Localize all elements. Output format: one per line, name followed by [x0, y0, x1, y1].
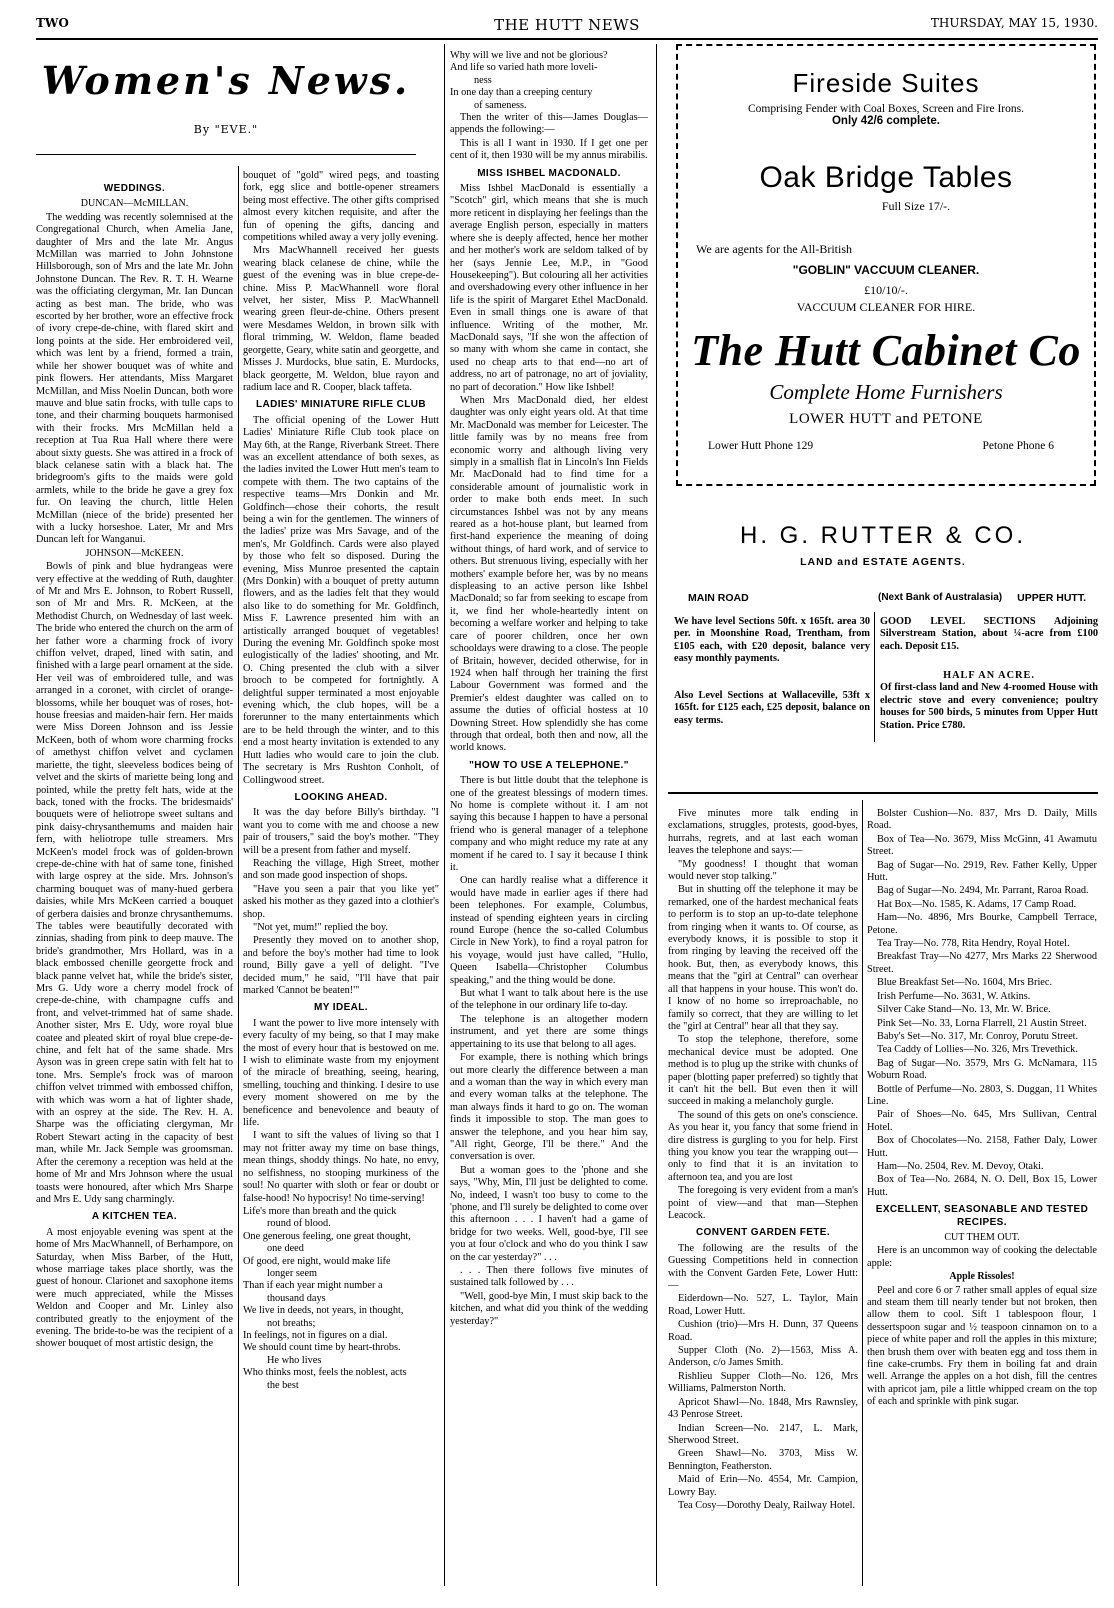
- column-rule: [656, 44, 657, 1586]
- fete-result-item: Ham—No. 4896, Mrs Bourke, Campbell Terrace, Petone.: [867, 912, 1097, 936]
- ad-agents-line: We are agents for the All-British: [696, 242, 852, 256]
- article-paragraph: It was the day before Billy's birthday. "I want you to come with me and choose a new pair of trousers," said the boy's mother. "They will be a present from father and myself.: [243, 807, 439, 856]
- poem-line: one deed: [267, 1243, 304, 1255]
- heading-duncan-mcmillan: DUNCAN—McMILLAN.: [80, 198, 189, 210]
- ad-main-road: MAIN ROAD: [688, 592, 749, 604]
- issue-date: THURSDAY, MAY 15, 1930.: [930, 16, 1098, 30]
- article-paragraph: "Not yet, mum!" replied the boy.: [253, 921, 388, 933]
- ad-locations: LOWER HUTT and PETONE: [789, 411, 983, 427]
- fete-result-item: Bolster Cushion—No. 837, Mrs D. Daily, Mills Road.: [867, 808, 1097, 832]
- ad-rutter-name: H. G. RUTTER & CO.: [739, 522, 1026, 549]
- ad-rule: [668, 792, 1098, 794]
- article-paragraph: Reaching the village, High Street, mother and son made good inspection of shops.: [243, 857, 439, 882]
- heading-weddings: WEDDINGS.: [103, 183, 166, 194]
- ad-next-bank: (Next Bank of Australasia): [878, 592, 1003, 603]
- poem-line: In one day than a creeping century: [450, 87, 593, 99]
- article-paragraph: Then the writer of this—James Douglas—appends the following:—: [450, 112, 648, 136]
- article-paragraph: The following are the results of the Guessing Competitions held in connection with the Convent Garden Fete, Lower Hutt:—: [668, 1242, 858, 1292]
- article-paragraph: "My goodness! I thought that woman would never stop talking.": [668, 858, 858, 883]
- fete-result-item: Box of Tea—No. 2684, N. O. Dell, Box 15, Lower Hutt.: [867, 1174, 1097, 1198]
- poem-line: longer seem: [267, 1267, 318, 1279]
- fete-result-item: Tea Cosy—Dorothy Dealy, Railway Hotel.: [678, 1499, 856, 1511]
- article-paragraph: "Well, good-bye Min, I must skip back to the kitchen, and what did you think of the wedding yesterday?": [450, 1290, 648, 1327]
- ad-goblin-price: £10/10/-.: [864, 283, 908, 297]
- masthead-rule: [36, 38, 1098, 40]
- ad-half-acre-title: HALF AN ACRE.: [943, 670, 1035, 681]
- hutt-cabinet-advertisement: [676, 44, 1096, 486]
- fete-result-item: Bag of Sugar—No. 2494, Mr. Parrant, Raroa Road.: [877, 885, 1089, 897]
- ad-listing: GOOD LEVEL SECTIONS Adjoining Silverstream Station, about ¼-acre from £100 each. Deposit £15.: [880, 616, 1098, 652]
- heading-looking-ahead: LOOKING AHEAD.: [294, 791, 388, 803]
- article-paragraph: A most enjoyable evening was spent at the home of Mrs MacWhannell, of Berhampore, on Saturday, when Miss Barber, of the Hutt, whose marriage takes place shortly, was the guest of honour. Clarionet and saxophone items were much appreciated, while the Misses Weldon and Cooper and Mr. Linley also contributed greatly to the enjoyment of the evening. The bride-to-be was the recipient of a shower bouquet of most artistic design, the: [36, 1226, 233, 1350]
- poem-line: ness: [474, 74, 492, 86]
- rutter-advertisement: [668, 520, 1098, 788]
- heading-ishbel-macdonald: MISS ISHBEL MACDONALD.: [477, 167, 621, 179]
- poem-line: of sameness.: [474, 99, 527, 111]
- ad-oak-bridge-tables: Oak Bridge Tables: [759, 161, 1013, 194]
- poem-line: the best: [267, 1379, 299, 1391]
- article-paragraph: Mrs MacWhannell received her guests wearing black celanese de chine, while the guest of the evening was in blue crepe-de-chine. Miss P. MacWhannell wore floral velvet, her sister, Miss P. MacWhannell wearing green fleur-de-chine. Others present were Mesdames Weldon, in brown silk with floral trimming, W. Weldon, flame beaded georgette, Geary, white satin and georgette, and Misses J. Murdocks, blue satin, E. Murdocks, black georgette, M. Weldon, blue rayon and radium lace and R. Cooper, black taffeta.: [243, 245, 439, 393]
- fete-result-item: Bottle of Perfume—No. 2803, S. Duggan, 11 Whites Line.: [867, 1083, 1097, 1107]
- poem-line: In feelings, not in figures on a dial.: [243, 1329, 388, 1341]
- fete-result-item: Maid of Erin—No. 4554, Mr. Campion, Lowry Bay.: [668, 1474, 858, 1498]
- poem-line: One generous feeling, one great thought,: [243, 1230, 411, 1242]
- fete-result-item: Rishlieu Supper Cloth—No. 126, Mrs Williams, Palmerston North.: [668, 1370, 858, 1395]
- column-4: [668, 808, 858, 1588]
- article-paragraph: "Have you seen a pair that you like yet" asked his mother as they gazed into a clothier's shop.: [243, 883, 439, 920]
- poem-line: We should count time by heart-throbs.: [243, 1342, 401, 1354]
- poem-line: Life's more than breath and the quick: [243, 1205, 397, 1217]
- heading-telephone: "HOW TO USE A TELEPHONE.": [469, 759, 629, 771]
- column-rule: [862, 800, 863, 1586]
- fete-result-item: Apricot Shawl—No. 1848, Mrs Rawnsley, 43 Penrose Street.: [668, 1396, 858, 1421]
- ad-listing: We have level Sections 50ft. x 165ft. area 30 per. in Moonshine Road, Trentham, from £105 each, with £20 deposit, balance very easy monthly payments.: [674, 616, 870, 665]
- fete-result-item: Eiderdown—No. 527, L. Taylor, Main Road, Lower Hutt.: [668, 1293, 858, 1317]
- fete-results: [668, 1293, 858, 1512]
- ad-listing: Also Level Sections at Wallaceville, 53ft x 165ft. for £125 each, £25 deposit, balance on easy terms.: [674, 690, 870, 726]
- fete-result-item: Green Shawl—No. 3703, Miss W. Bennington, Featherston.: [668, 1448, 858, 1472]
- fete-result-item: Pair of Shoes—No. 645, Mrs Sullivan, Central Hotel.: [867, 1109, 1097, 1133]
- fete-results: [867, 808, 1097, 1199]
- article-paragraph: . . . Then there follows five minutes of sustained talk followed by . . .: [450, 1265, 648, 1289]
- article-paragraph: This is all I want in 1930. If I get one per cent of it, then 1930 will be my annus mirabilis.: [450, 137, 648, 162]
- heading-apple-rissoles: Apple Rissoles!: [949, 1271, 1015, 1283]
- article-paragraph: There is but little doubt that the telephone is one of the greatest blessings of modern times. No home is complete without it. I am not saying this because I happen to have a personal friend who is general manager of a telephone company and who might reduce my rate at any moment if he cared to. I say it because I think it.: [450, 775, 648, 873]
- fete-result-item: Box of Chocolates—No. 2158, Father Daly, Lower Hutt.: [867, 1135, 1097, 1159]
- ad-fireside-price: Only 42/6 complete.: [831, 115, 940, 127]
- article-paragraph: Bowls of pink and blue hydrangeas were very effective at the wedding of Ruth, daughter of Mr and Mrs E. Johnson, to Robert Russell, son of Mr and Mrs. R. McKeen, at the Methodist Church, on Wednesday of last week. The bride who entered the church on the arm of her father wore a charming frock of ivory chiffon velvet, draped, lined with satin, and finished with a large pearl ornament at the side. Her veil was of embroidered tulle, and was arranged in a coronet, with circlet of orange-blossoms, while her bouquet was of roses, hot-house freesias and maiden-hair fern. Her maids were Miss Doreen Johnson and iss Jessie McKeen, both of whom wore charming frocks of amethyst chiffon velvet and cyclamen mariette, the tight, sleeveless bodices being of velvet and the skirts of mariette being long and pointed, while the pretty felt hats, wide at the back, toned with the frocks. The bridesmaids' bouquets were of heliotrope sweet sultans and pink daisy-chrysanthemums and maiden hair fern, with heliotrope tulle streamers. Mrs McKeen's model frock was of golden-brown crepe-de-chine with hat of same tone, finished with large osprey at the side. Mrs. Johnson's charming bouquet was of many-hued gerbera daisies, while Mrs McKeen carried a bouquet of gerbera daisies and bronze chrysanthemums. The tables were beautifully decorated with zinnias, shading from pink to deep mauve. The bride's grandmother, Mrs Hollard, was in a black embossed chenille georgette frock and black panne velvet hat, while the bride's sister, Mrs G. Udy wore a cherry model frock of crepe-de-chine, with champagne cuffs and front, and velvet-trimmed hat of same shade. Another sister, Mrs E. Udy, wore royal blue coatee and pleated skirt of royal blue crepe-de-chine, and felt hat of the same shade. Mrs Ayson was in green crepe satin with felt hat to tone. Mrs. Semple's frock was of maroon chiffon velvet trimmed with embossed chiffon, with which was worn a hat of lighter shade, with an osprey at the side. The Rev. H. A. Sharpe was the officiating clergyman, Mr Robert Stewart acting in the capacity of best man, while Mr. Jack Semple was groomsman. After the ceremony a reception was held at the home of Mr and Mrs Johnson where the usual toasts were honoured, after which Mrs Sharpe and Mrs E. Udy sang charmingly.: [36, 561, 233, 1205]
- poem-line: round of blood.: [267, 1218, 331, 1230]
- fete-result-item: Pink Set—No. 33, Lorna Flarrell, 21 Austin Street.: [877, 1017, 1087, 1029]
- article-paragraph: Peel and core 6 or 7 rather small apples of equal size and steam them till nearly tender but not broken, then allow them to cool. Sift 1 tablespoon flour, 1 dessertspoon sugar and ½ teaspoon cinnamon on to a piece of white paper and roll the apples in this mixture; then brush them over with beaten egg and toss them in fine cake-crumbs. Fry them in boiling fat and drain well. Arrange the apples on a hot dish, fill the centres with apricot jam, pile a little whipped cream on the top of each and sprinkle with pink sugar.: [867, 1284, 1097, 1408]
- fete-result-item: Indian Screen—No. 2147, L. Mark, Sherwood Street.: [668, 1422, 858, 1446]
- poem-line: Who thinks most, feels the noblest, acts: [243, 1367, 407, 1379]
- article-paragraph: bouquet of "gold" wired pegs, and toasting fork, egg slice and bottle-opener streamers being most effective. The other gifts comprised almost every kitchen requisite, and after the fun of opening the gifts, dancing and competitions whiled away a very jolly evening.: [243, 170, 439, 244]
- ad-company-name: The Hutt Cabinet Co: [691, 326, 1081, 375]
- fete-result-item: Bag of Sugar—No. 2919, Rev. Father Kelly, Upper Hutt.: [867, 859, 1097, 884]
- column-rule: [444, 44, 445, 1586]
- ad-phone-lower-hutt: Lower Hutt Phone 129: [708, 440, 814, 452]
- article-paragraph: Here is an uncommon way of cooking the delectable apple:: [867, 1245, 1097, 1269]
- poem-line: thousand days: [267, 1292, 326, 1304]
- ad-furnishers: Complete Home Furnishers: [769, 380, 1003, 404]
- poem: [450, 50, 648, 112]
- fete-result-item: Blue Breakfast Set—No. 1604, Mrs Briec.: [877, 977, 1053, 989]
- womens-news-title: Women's News.: [41, 58, 411, 103]
- article-paragraph: The sound of this gets on one's conscience. As you hear it, you fancy that some friend in dire distress is gurgling to you for help. First thing you know you tear the wrapping out—only to find that it is an invitation to afternoon tea, and you are lost: [668, 1109, 858, 1183]
- ad-rutter-agents: LAND and ESTATE AGENTS.: [800, 556, 966, 568]
- heading-my-ideal: MY IDEAL.: [314, 1002, 368, 1014]
- article-paragraph: But what I want to talk about here is the use of the telephone in our ordinary life to-day.: [450, 988, 648, 1012]
- fete-result-item: Silver Cake Stand—No. 13, Mr. W. Brice.: [877, 1004, 1051, 1016]
- poem-line: not breaths;: [267, 1317, 316, 1329]
- article-paragraph: But in shutting off the telephone it may be remarked, one of the hardest mechanical feats to perform is to stop an up-to-date telephone from ringing when it wants to. Of course, as everybody knows, it is possible to stop it from ringing by leaving the received off the hook. But, then, as everybody knows, this means that the "girl at Central" can overhear all that happens in your house. This won't do. I know of no home so irreproachable, no family so correct, that they are willing to let the "girl at Central" hear all that they say.: [668, 884, 858, 1032]
- byline: By "EVE.": [193, 123, 259, 136]
- column-5: [867, 808, 1097, 1588]
- column-2: [243, 170, 439, 1588]
- poem: [243, 1206, 439, 1392]
- ad-divider: [874, 612, 875, 742]
- article-paragraph: Miss Ishbel MacDonald is essentially a "Scotch" girl, which means that she is much more reticent in displaying her feelings than the average English person, especially in matters where she is deeply affected, hence her mother and her mother's work are seldom talked of by her (says Jennie Lee, M.P., in "Good Housekeeping"). But colouring all her activities and overshadowing every other influence in her life is the spirit of Margaret Ethel MacDonald. Even in small things one is aware of that influence. Writing of the mother, Mr. MacDonald says, "If she won the affection of so many with whom she came in contact, she used no cheap arts to that end—no art of address, no art of patronage, no art of joviality, no part of decoration." How like Ishbel!: [450, 183, 648, 393]
- newspaper-title: THE HUTT NEWS: [494, 16, 640, 34]
- ad-listing: [880, 670, 1098, 732]
- fete-result-item: Bag of Sugar—No. 3579, Mrs G. McNamara, 115 Woburn Road.: [867, 1057, 1097, 1082]
- article-paragraph: Presently they moved on to another shop, and before the boy's mother had time to look round, Billy gave a yell of delight. "I've decided mum," he said, "I'll have that pair marked 'Cannot be beaten!'": [243, 935, 439, 996]
- poem-line: And life so varied hath more loveli-: [450, 62, 598, 74]
- article-paragraph: The telephone is an altogether modern instrument, and yet there are some things appertaining to its use that belong to all ages.: [450, 1013, 648, 1050]
- column-3: [450, 50, 648, 1588]
- article-paragraph: One can hardly realise what a difference it would have made in earlier ages if there had been telephones. For example, Columbus, instead of spending eighteen years in circling round Europe (hence the so-called Columbus Circle in New York), to find a royal patron for his voyage, would just have called, "Hullo, Queen Isabella—Christopher Columbus speaking," and the thing would be done.: [450, 875, 648, 986]
- article-paragraph: The wedding was recently solemnised at the Congregational Church, when Amelia Jane, daughter of Mrs and the late Mr. Angus McMillan was married to John Johnstone Hillsborough, son of Mrs and the late Mr. John Johnstone Duncan. The Rev. R. T. H. Wearne was the officiating clergyman, Mr. Ian Duncan acting as best man. The bride, who was escorted by her brother, wore an effective frock of ivory crepe-de-chine, with flared skirt and long points at the side. Her embroidered veil, which was lent by a friend, formed a train, while her shower bouquet was of white and pink flowers. Her attendants, Miss Margaret McMillan, and Miss Noelin Duncan, both wore mauve and blue satin frocks, with tulle caps to tone, and their charming bouquets harmonised with their frocks. Mrs McMillan held a reception at Tua Rua Hall where there were about sixty guests. She was attired in a frock of black celanese satin with a black hat. The bridegroom's gifts to the maids were gold armlets, while to the bride he gave a grey fox fur. On leaving the church, little Helen McMillan (niece of the bride) presented her with a lucky horseshoe. Later, Mr and Mrs Duncan left for Wanganui.: [36, 211, 233, 546]
- poem-line: We live in deeds, not years, in thought,: [243, 1305, 404, 1317]
- fete-result-item: Tea Caddy of Lollies—No. 326, Mrs Trevethick.: [877, 1044, 1078, 1056]
- article-paragraph: For example, there is nothing which brings out more clearly the difference between a man and a woman than the way in which every man and every woman talks at the telephone. The man always finds it hard to go on. The woman finds it impossible to stop. The man goes to answer the telephone, and you hear him say, "All right, George, I'll be there." And the conversation is over.: [450, 1052, 648, 1163]
- fete-result-item: Ham—No. 2504, Rev. M. Devoy, Otaki.: [877, 1160, 1044, 1172]
- article-paragraph: Five minutes more talk ending in exclamations, struggles, protests, good-byes, hurrahs, regrets, and at last each woman leaves the telephone and says:—: [668, 808, 858, 857]
- fete-result-item: Tea Tray—No. 778, Rita Hendry, Royal Hotel.: [877, 938, 1070, 950]
- heading-cut-out: CUT THEM OUT.: [944, 1232, 1020, 1243]
- fete-result-item: Cushion (trio)—Mrs H. Dunn, 37 Queens Road.: [668, 1319, 858, 1343]
- ad-fireside-suites: Fireside Suites: [792, 68, 980, 98]
- ad-upper-hutt: UPPER HUTT.: [1017, 592, 1086, 604]
- article-paragraph: I want to sift the values of living so that I may not fritter away my time on base things, mean things, shoddy things. No hate, no envy, no selfishness, no stooping murkiness of the soul! No quarter with sloth or fear or doubt or false-hood! No hypocrisy! No time-serving!: [243, 1130, 439, 1204]
- poem-line: Why will we live and not be glorious?: [450, 50, 608, 61]
- column-rule: [238, 166, 239, 1586]
- poem-line: He who lives: [267, 1354, 322, 1366]
- fete-result-item: Supper Cloth (No. 2)—1563, Miss A. Anderson, c/o James Smith.: [668, 1345, 858, 1369]
- heading-recipes: EXCELLENT, SEASONABLE AND TESTED RECIPES.: [875, 1204, 1089, 1228]
- poem-line: Of good, ere night, would make life: [243, 1255, 391, 1267]
- fete-result-item: Box of Tea—No. 3679, Miss McGinn, 41 Awamutu Street.: [867, 833, 1097, 858]
- article-paragraph: The foregoing is very evident from a man's point of view—and that man—Stephen Leacock.: [668, 1185, 858, 1221]
- heading-rifle-club: LADIES' MINIATURE RIFLE CLUB: [255, 399, 427, 411]
- fete-result-item: Breakfast Tray—No 4277, Mrs Marks 22 Sherwood Street.: [867, 951, 1097, 975]
- article-paragraph: When Mrs MacDonald died, her eldest daughter was only eight years old. At that time Mr. MacDonald was member for Leicester. The little family was by no means free from economic worry and although living very simply in a smallish flat in Lincoln's Inn Fields Mr. MacDonald had to find time for a considerable amount of journalistic work in order to make both ends meet. In such circumstances Ishbel was not by any means reared as a hot-house plant, but learned from first-hand experience the meaning of doing without things, of hard work, and of service to others. But strenuous living, especially with her mothers' example before her, was by no means displeasing to an active person like Ishbel MacDonald; so far from seeking to escape from it, we find her whole-heartedly intent on becoming a welfare worker and helping to take care of poorer children, once her own schooldays were drawing to a close. The people of Britain, however, decided otherwise, for in 1924 when half through her training the first Labour Government was formed and the Premier's eldest daughter was called on to assume the duties of official hostess at 10 Downing Street. How splendidly she has come through that ordeal, both then and now, all the world knows.: [450, 394, 648, 754]
- heading-kitchen-tea: A KITCHEN TEA.: [91, 1211, 178, 1223]
- section-rule: [36, 154, 416, 155]
- ad-fireside-description: Comprising Fender with Coal Boxes, Screen and Fire Irons.: [748, 103, 1024, 115]
- ad-goblin-cleaner: "GOBLIN" VACCUUM CLEANER.: [792, 263, 980, 277]
- fete-result-item: Irish Perfume—No. 3631, W. Atkins.: [877, 990, 1031, 1002]
- heading-johnson-mckeen: JOHNSON—McKEEN.: [85, 547, 184, 559]
- masthead: [36, 16, 1098, 34]
- article-paragraph: But a woman goes to the 'phone and she says, "Why, Min, I'll just be delighted to come. No, indeed, I wasn't too busy to come to the 'phone, and I'll surely be delighted to come over this afternoon . . . I haven't had a game of bridge for two weeks. Well, good-bye, I'll see you at four o'clock and who do you think I saw on the car yesterday?" . . .: [450, 1164, 648, 1263]
- article-paragraph: The official opening of the Lower Hutt Ladies' Miniature Rifle Club took place on May 6th, at the Range, Riverbank Street. There was an excellent attendance of both sexes, as the ladies invited the Lower Hutt men's team to compete with them. The two captains of the respective teams—Mrs Donkin and Mr. Goldfinch—chose their cohorts, the result being a win for the gentlemen. The winners of the ladies' prize was Mrs Savage, and of the men's, Mr Goldfinch. Cards were also played by those who felt so disposed. During the evening, Miss Munroe presented the captain (Mrs Donkin) with a bouquet of pretty autumn flowers, and as the ladies felt that they would also like to do something for Mr. Goldfinch, Miss F. Lawrence presented him with an artistically arranged bouquet of vegetables! During the evening Mr. Goldfinch spoke most eulogistically of the ladies' shooting, and Mr. O. Ching presented the club with a silver brooch to be competed for fortnightly. A delightful supper terminated a most enjoyable evening which, the club hopes, will be a forerunner to the many entertainments which are to be held through the winter, and to this end a most hearty invitation is extended to any Hutt ladies who would care to join the club. The secretary is Mrs Rushton Conholt, of Collingwood street.: [243, 414, 439, 786]
- fete-result-item: Hat Box—No. 1585, K. Adams, 17 Camp Road.: [877, 898, 1077, 910]
- poem-line: Than if each year might number a: [243, 1280, 383, 1292]
- article-paragraph: To stop the telephone, therefore, some mechanical device must be adopted. One method is to plug up the strike with chunks of paper (blotting paper preferred) so tightly that it can't hit the bell. But even then it will succeed in making a melancholy gurgle.: [668, 1034, 858, 1108]
- ad-full-size-price: Full Size 17/-.: [881, 199, 951, 213]
- heading-convent-fete: CONVENT GARDEN FETE.: [695, 1227, 831, 1239]
- ad-half-acre-text: Of first-class land and New 4-roomed House with electric stove and every convenience; poultry houses for 500 birds, 5 minutes from Upper Hutt Station. Price £780.: [880, 682, 1098, 731]
- fete-result-item: Baby's Set—No. 317, Mr. Conroy, Porutu Street.: [877, 1030, 1079, 1042]
- page-number: TWO: [36, 16, 69, 30]
- ad-cleaner-hire: VACCUUM CLEANER FOR HIRE.: [796, 300, 976, 314]
- ad-phone-petone: Petone Phone 6: [982, 440, 1054, 452]
- article-paragraph: I want the power to live more intensely with every faculty of my being, so that I may make the most of every hour that is bestowed on me. I wish to eliminate waste from my enjoyment of the miracle of breathing, seeing, hearing, smelling, touching and thinking. I desire to use every moment showered on me by the beneficence and benevolence and beauty of life.: [243, 1017, 439, 1129]
- column-1: [36, 178, 233, 1588]
